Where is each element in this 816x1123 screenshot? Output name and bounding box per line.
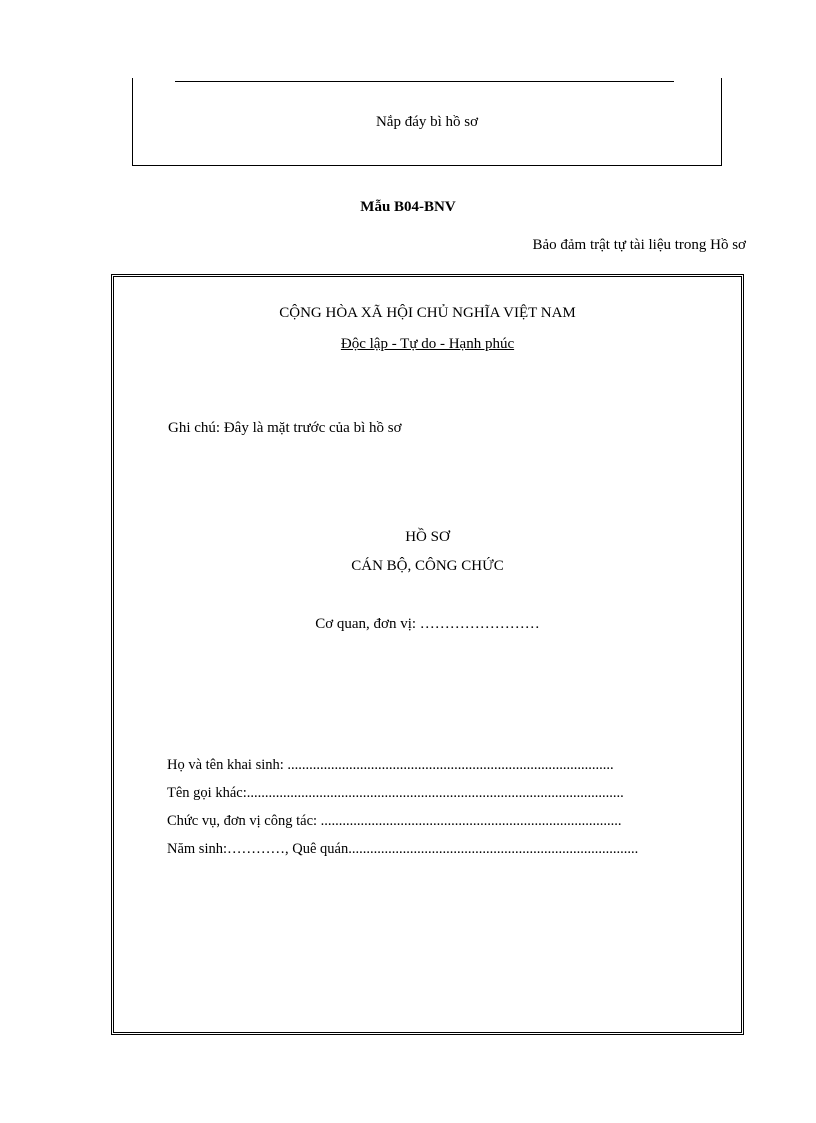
agency-field: Cơ quan, đơn vị: …………………… — [315, 616, 540, 632]
country-name: CỘNG HÒA XÃ HỘI CHỦ NGHĨA VIỆT NAM — [279, 305, 576, 321]
flap-fold-line — [175, 81, 674, 82]
form-code: Mẫu B04-BNV — [360, 199, 456, 215]
cover-note: Ghi chú: Đây là mặt trước của bì hồ sơ — [168, 420, 402, 436]
field-birth-name: Họ và tên khai sinh: .......................................................................................... — [167, 757, 614, 773]
cover-frame — [111, 274, 744, 1035]
national-motto: Độc lập - Tự do - Hạnh phúc — [340, 336, 515, 352]
field-other-name: Tên gọi khác:........................................................................................................ — [167, 785, 624, 801]
field-position: Chức vụ, đơn vị công tác: ................................................................................... — [167, 813, 622, 829]
field-birth-year-hometown: Năm sinh:…………, Quê quán................................................................................ — [167, 841, 639, 857]
title-line-1: HỒ SƠ — [405, 529, 450, 545]
purpose-note: Bảo đảm trật tự tài liệu trong Hồ sơ — [532, 237, 746, 253]
flap-label: Nắp đáy bì hồ sơ — [375, 114, 479, 130]
title-line-2: CÁN BỘ, CÔNG CHỨC — [351, 558, 504, 574]
